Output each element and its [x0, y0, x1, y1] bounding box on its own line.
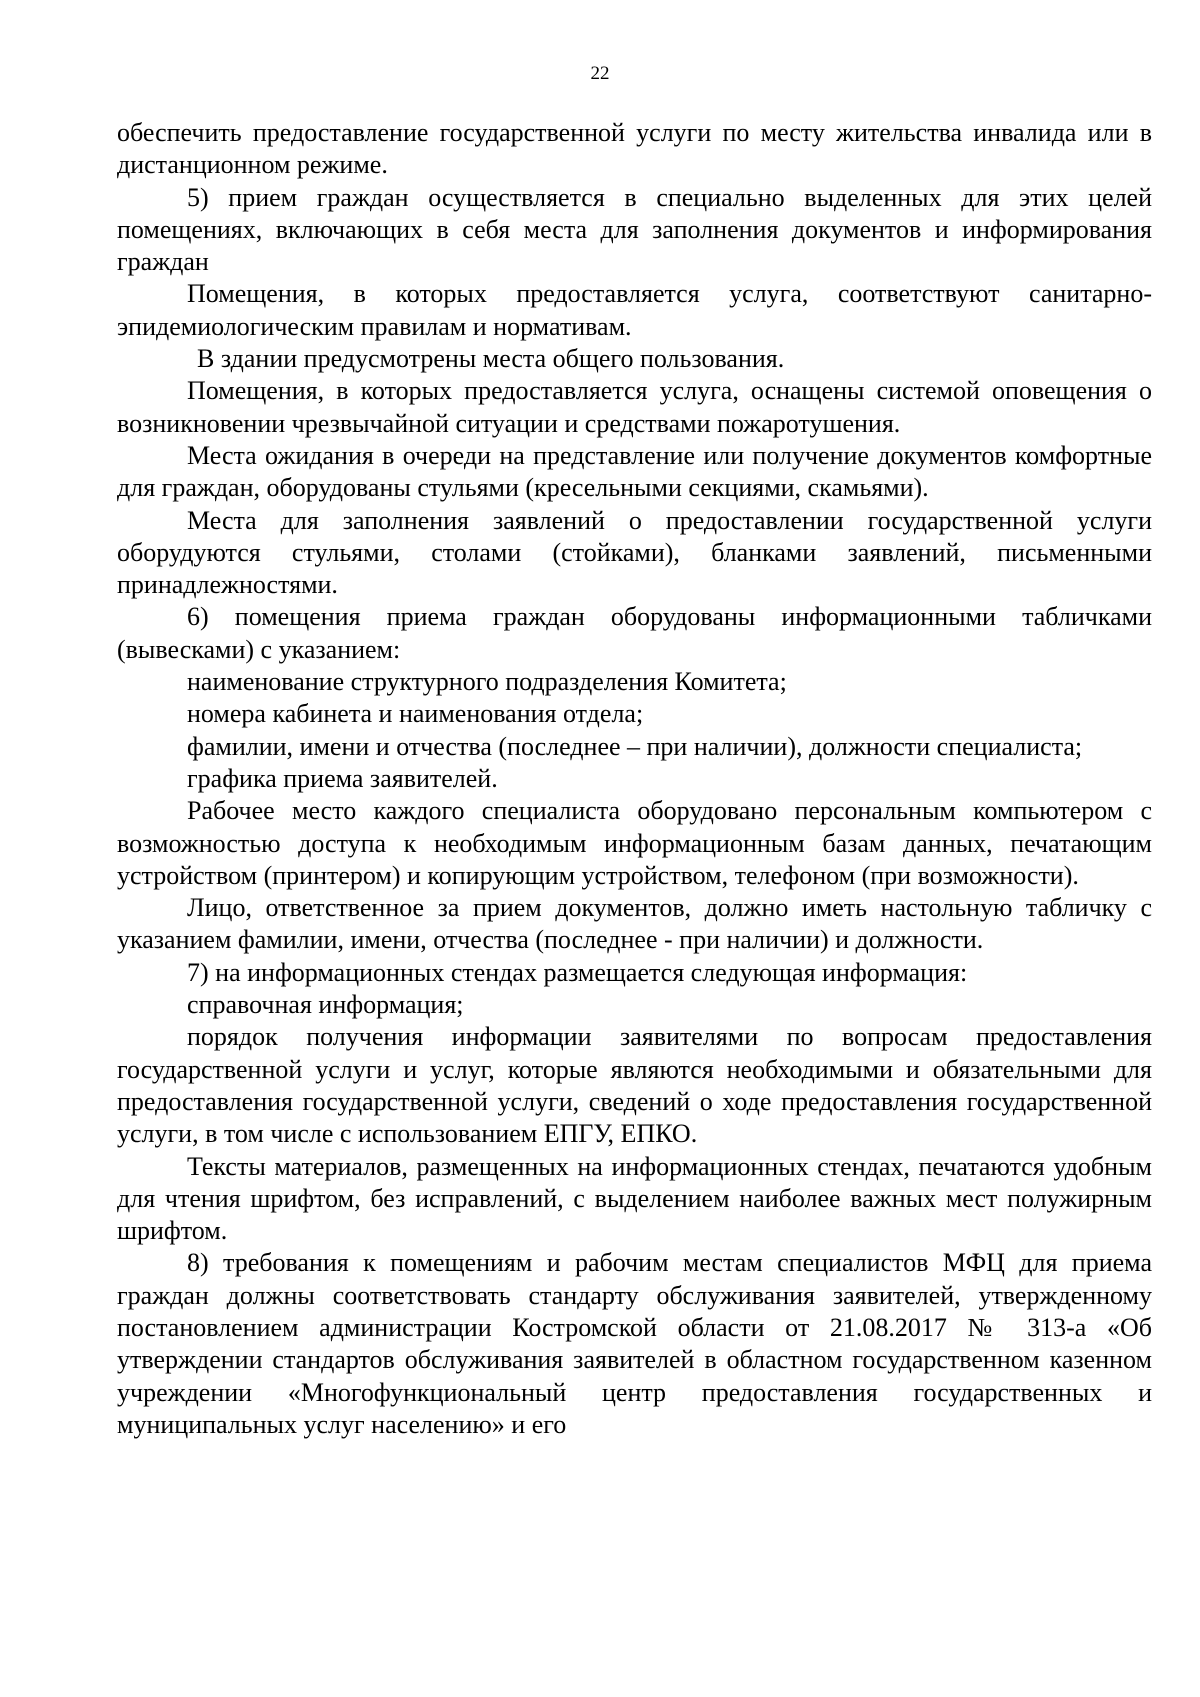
page-number: 22: [590, 63, 610, 84]
paragraph: Помещения, в которых предоставляется услуга, соответствуют санитарно-эпидемиологическим правилам и нормативам.: [117, 279, 1152, 341]
paragraph: Места ожидания в очереди на представление или получение документов комфортные для граждан, оборудованы стульями (кресельными секциями, скамьями).: [117, 440, 1152, 503]
paragraph: Места для заполнения заявлений о предоставлении государственной услуги оборудуются стульями, столами (стойками), бланками заявлений, письменными принадлежностями.: [117, 505, 1152, 600]
paragraph: Помещения, в которых предоставляется услуга, оснащены системой оповещения о возникновении чрезвычайной ситуации и средствами пожаротушения.: [117, 376, 1152, 438]
list-item: порядок получения информации заявителями по вопросам предоставления государственной услуги и услуг, которые являются необходимыми и обязательными для предоставления государственной услуги, сведений о ходе предоставления государственной услуги, в том числе с использованием ЕПГУ, ЕПКО.: [117, 1022, 1152, 1149]
paragraph: 6) помещения приема граждан оборудованы информационными табличками (вывесками) с указанием:: [117, 602, 1152, 664]
paragraph: 8) требования к помещениям и рабочим местам специалистов МФЦ для приема граждан должны соответствовать стандарту обслуживания заявителей, утвержденному постановлением администрации Костромской области от 21.08.2017 № 313-а «Об утверждении стандартов обслуживания заявителей в областном государственном казенном учреждении «Многофункциональный центр предоставления государственных и муниципальных услуг населению» и его: [117, 1248, 1152, 1439]
list-item: справочная информация;: [187, 990, 464, 1020]
list-item: номера кабинета и наименования отдела;: [187, 699, 644, 729]
list-item: графика приема заявителей.: [187, 763, 498, 793]
list-item: фамилии, имени и отчества (последнее – при наличии), должности специалиста;: [187, 731, 1083, 761]
paragraph: обеспечить предоставление государственной услуги по месту жительства инвалида или в дистанционном режиме.: [117, 118, 1152, 180]
paragraph: В здании предусмотрены места общего пользования.: [197, 344, 785, 374]
paragraph: Лицо, ответственное за прием документов, должно иметь настольную табличку с указанием фамилии, имени, отчества (последнее - при наличии) и должности.: [117, 893, 1152, 955]
paragraph: Рабочее место каждого специалиста оборудовано персональным компьютером с возможностью доступа к необходимым информационным базам данных, печатающим устройством (принтером) и копирующим устройством, телефоном (при возможности).: [117, 796, 1152, 890]
document-body: [117, 117, 1152, 1441]
paragraph: Тексты материалов, размещенных на информационных стендах, печатаются удобным для чтения шрифтом, без исправлений, с выделением наиболее важных мест полужирным шрифтом.: [117, 1151, 1152, 1246]
list-item: наименование структурного подразделения Комитета;: [187, 667, 787, 697]
paragraph: 5) прием граждан осуществляется в специально выделенных для этих целей помещениях, включающих в себя места для заполнения документов и информирования граждан: [117, 182, 1152, 277]
paragraph: 7) на информационных стендах размещается следующая информация:: [187, 957, 968, 987]
